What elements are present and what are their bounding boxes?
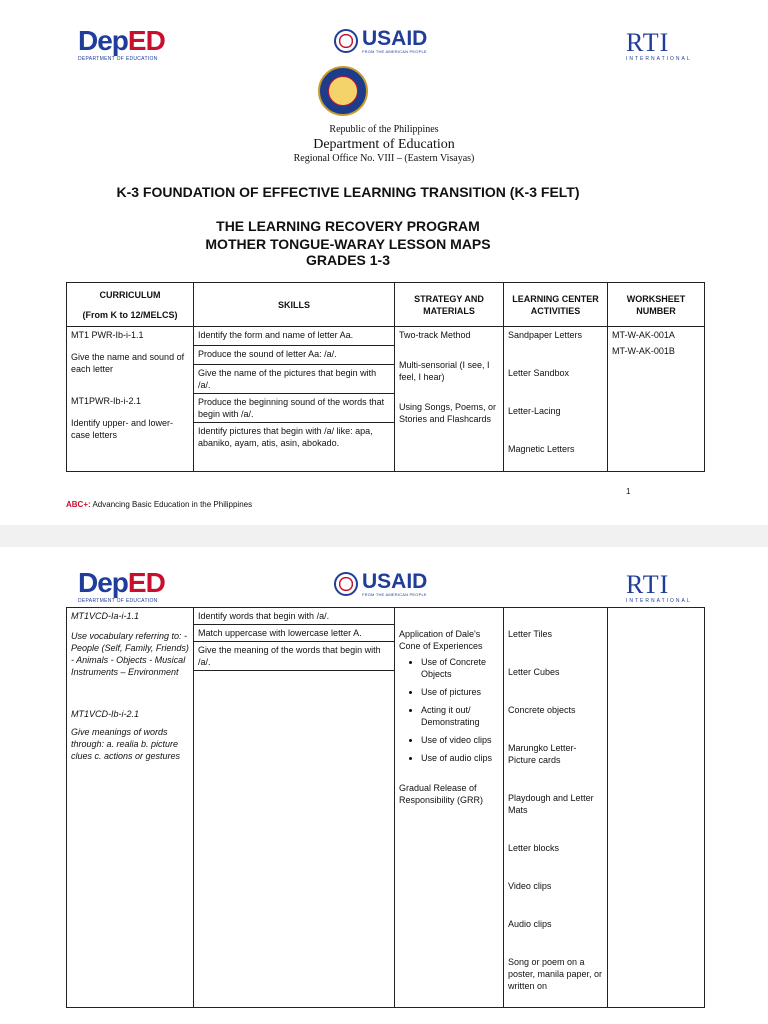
header-worksheet: WORKSHEET NUMBER bbox=[608, 283, 705, 327]
deped-logo: DepED DEPARTMENT OF EDUCATION bbox=[78, 567, 165, 604]
skill-item: Identify the form and name of letter Aa. bbox=[194, 327, 394, 346]
learning-center-cell: Letter Tiles Letter Cubes Concrete objects Marungko Letter-Picture cards Playdough and Letter Mats Letter blocks Video clips Audio clips Song or poem on a poster, manila paper, or written on bbox=[504, 608, 608, 1008]
title-line-1: THE LEARNING RECOVERY PROGRAM bbox=[216, 218, 480, 234]
header-curriculum: CURRICULUM (From K to 12/MELCS) bbox=[67, 283, 194, 327]
skill-item: Give the meaning of the words that begin with /a/. bbox=[194, 642, 394, 671]
skill-item: Produce the beginning sound of the words that begin with /a/. bbox=[194, 394, 394, 423]
program-title: K-3 FOUNDATION OF EFFECTIVE LEARNING TRANSITION (K-3 FELT) bbox=[116, 184, 580, 200]
header-learning-center: LEARNING CENTER ACTIVITIES bbox=[504, 283, 608, 327]
skill-item: Match uppercase with lowercase letter A. bbox=[194, 625, 394, 642]
curriculum-cell: MT1 PWR-Ib-i-1.1 Give the name and sound of each letter MT1PWR-Ib-i-2.1 Identify upper- and lower-case letters bbox=[67, 327, 194, 472]
usaid-seal-icon bbox=[334, 29, 358, 53]
footer: ABC+: Advancing Basic Education in the Philippines bbox=[66, 500, 253, 509]
strategy-cell: Two-track Method Multi-sensorial (I see, I feel, I hear) Using Songs, Poems, or Stories and Flashcards bbox=[395, 327, 504, 472]
curriculum-cell: MT1VCD-Ia-i-1.1 Use vocabulary referring to: - People (Self, Family, Friends) - Animals - Objects - Musical Instruments – Environment MT1VCD-Ib-i-2.1 Give meanings of words through: a. realia b. picture clues c. actions or gestures bbox=[67, 608, 194, 1008]
rti-logo: RTI INTERNATIONAL bbox=[626, 570, 692, 604]
skill-item: Identify pictures that begin with /a/ like: apa, abaniko, ayam, atis, asin, abokado. bbox=[198, 426, 373, 448]
strategy-cell: Application of Dale's Cone of Experiences • Use of Concrete Objects • Use of pictures • Acting it out/ Demonstrating • Use of video clips • Use of audio clips Gradual Release of Responsibility (GRR) bbox=[395, 608, 504, 1008]
deped-logo: DepED DEPARTMENT OF EDUCATION bbox=[78, 25, 165, 62]
skill-item: Produce the sound of letter Aa: /a/. bbox=[194, 346, 394, 365]
worksheet-cell: MT-W-AK-001A MT-W-AK-001B bbox=[608, 327, 705, 472]
skill-item: Give the name of the pictures that begin with /a/. bbox=[194, 365, 394, 394]
usaid-seal-icon bbox=[334, 572, 358, 596]
letterhead-department: Department of Education bbox=[313, 137, 455, 152]
worksheet-cell bbox=[608, 608, 705, 1008]
title-line-2: MOTHER TONGUE-WARAY LESSON MAPS bbox=[205, 236, 491, 252]
skills-cell bbox=[194, 608, 395, 1008]
letterhead-region: Regional Office No. VIII – (Eastern Visayas) bbox=[293, 153, 475, 164]
rti-logo: RTI INTERNATIONAL bbox=[626, 28, 692, 62]
header-strategy: STRATEGY AND MATERIALS bbox=[395, 283, 504, 327]
lesson-map-table bbox=[66, 282, 705, 472]
letterhead-republic: Republic of the Philippines bbox=[329, 124, 439, 135]
usaid-logo: USAID FROM THE AMERICAN PEOPLE bbox=[334, 571, 427, 597]
usaid-logo: USAID FROM THE AMERICAN PEOPLE bbox=[334, 28, 427, 54]
document-page-2 bbox=[0, 547, 768, 1024]
deped-seal-icon bbox=[318, 66, 368, 116]
learning-center-cell: Sandpaper Letters Letter Sandbox Letter-Lacing Magnetic Letters bbox=[504, 327, 608, 472]
skill-item: Identify words that begin with /a/. bbox=[194, 608, 394, 625]
header-skills: SKILLS bbox=[194, 283, 395, 327]
page-number: 1 bbox=[626, 487, 631, 496]
title-line-3: GRADES 1-3 bbox=[305, 252, 391, 268]
lesson-map-table-continued bbox=[66, 607, 705, 1008]
strategy-bullets: • Use of Concrete Objects • Use of pictures • Acting it out/ Demonstrating • Use of video clips • Use of audio clips bbox=[399, 656, 499, 764]
skills-cell bbox=[194, 327, 395, 472]
